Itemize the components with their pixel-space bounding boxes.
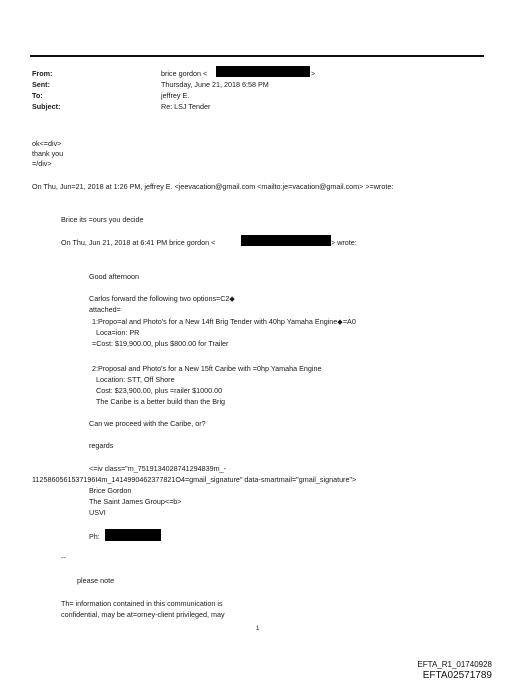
option2-title: 2:Proposal and Photo's for a New 15ft Caribe with =0hp Yamaha Engine	[92, 364, 322, 373]
option2-note: The Caribe is a better build than the Brig	[96, 397, 226, 406]
page-number: 1	[256, 626, 260, 632]
footer-code-2: EFTA02571789	[422, 670, 492, 681]
from-value-tail: >	[311, 69, 316, 78]
subject-label: Subject:	[32, 102, 61, 111]
footer-code-1: EFTA_R1_01740928	[417, 660, 492, 669]
option2-cost: Cost: $23,900.00, plus =railer $1000.00	[96, 386, 223, 395]
from-value: brice gordon <	[161, 69, 208, 78]
redaction-block	[241, 235, 331, 246]
from-label: From:	[32, 69, 53, 78]
quote2-attribution-end: > wrote:	[331, 238, 357, 247]
option1-location: Loca=ion: PR	[96, 328, 140, 337]
message-attached-line: attached=	[89, 305, 121, 314]
signature-code-line-1: <=iv class="m_7519134028741294839m_-	[89, 464, 227, 473]
message-regards: regards	[89, 441, 114, 450]
message-forward-line: Carlos forward the following two options=C2◆	[89, 294, 235, 303]
sent-value: Thursday, June 21, 2018 6:58 PM	[161, 80, 269, 89]
redaction-block	[216, 66, 310, 77]
disclaimer-line-2: confidential, may be at=orney-client privileged, may	[61, 610, 225, 619]
option1-cost: =Cost: $19,900.00, plus $800.00 for Trailer	[92, 339, 229, 348]
sent-label: Sent:	[32, 80, 50, 89]
quote2-attribution: On Thu, Jun 21, 2018 at 6:41 PM brice gordon <	[61, 238, 216, 247]
signature-company: The Saint James Group<=b>	[89, 497, 182, 506]
reply-line-1: ok<=div>	[32, 139, 62, 148]
please-note: please note	[77, 576, 115, 585]
reply-line-2: thank you	[32, 149, 64, 158]
to-label: To:	[32, 91, 43, 100]
to-value: jeffrey E.	[161, 91, 190, 100]
signature-name: Brice Gordon	[89, 486, 132, 495]
subject-value: Re: LSJ Tender	[161, 102, 211, 111]
quote1-body: Brice its =ours you decide	[61, 215, 144, 224]
quote1-attribution: On Thu, Jun=21, 2018 at 1:26 PM, jeffrey E. <jeevacation@gmail.com <mailto:je=vacation@gmail.com> >=wrote:	[32, 182, 394, 191]
option2-location: Location: STT, Off Shore	[96, 375, 175, 384]
header-rule	[30, 55, 484, 57]
option1-title: 1:Propo=al and Photo's for a New 14ft Brig Tender with 40hp Yamaha Engine◆=A0	[92, 317, 356, 326]
message-question: Can we proceed with the Caribe, or?	[89, 419, 206, 428]
signature-code-line-2: 1125860561537196I4m_1414990462377821O4=gmail_signature" data-smartmail="gmail_signature">	[32, 475, 357, 484]
disclaimer-line-1: Th= information contained in this communication is	[61, 599, 223, 608]
signature-dashes: --	[61, 553, 66, 562]
phone-label: Ph:	[89, 532, 100, 541]
reply-line-3: =/div>	[32, 159, 52, 168]
message-greeting: Good afternoon	[89, 272, 139, 281]
redaction-block	[105, 529, 161, 541]
signature-place: USVI	[89, 508, 106, 517]
